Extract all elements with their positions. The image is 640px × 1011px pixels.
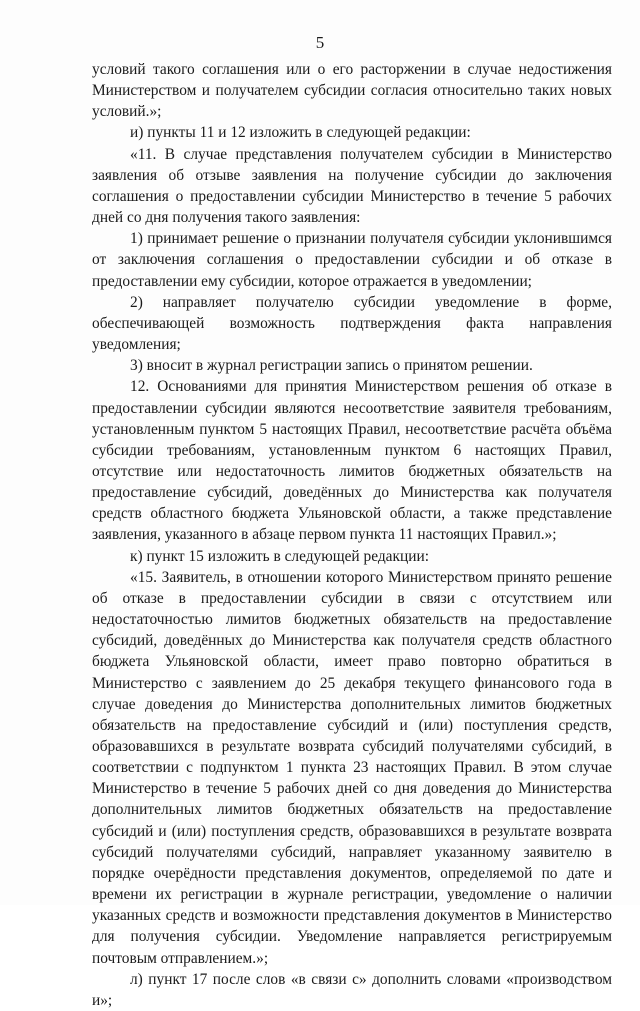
- paragraph-clause-11: «11. В случае представления получателем субсидии в Министерство заявления об отзыве заявления на получение субсидии до заключения соглашения о предоставлении субсидии Министерство в течение 5 рабочих дней со дня получения такого заявления:: [92, 145, 612, 227]
- paragraph-clause-12: 12. Основаниями для принятия Министерством решения об отказе в предоставлении субсидии являются несоответствие заявителя требованиям, установленным пунктом 5 настоящих Правил, несоответствие расчёта объёма субсидии требованиям, установленным пунктом 6 настоящих Правил, отсутствие или недостаточность лимитов бюджетных обязательств на предоставление субсидий, доведённых до Министерства как получателя средств областного бюджета Ульяновской области, а также представление заявления, указанного в абзаце первом пункта 11 настоящих Правил.»;: [92, 378, 612, 544]
- paragraph-clause-15: «15. Заявитель, в отношении которого Министерством принято решение об отказе в предоставлении субсидии в связи с отсутствием или недостаточностью лимитов бюджетных обязательств на предоставление субсидий, доведённых до Министерства как получателя средств областного бюджета Ульяновской области, имеет право повторно обратиться в Министерство с заявлением до 25 декабря текущего финансового года в случае доведения до Министерства дополнительных лимитов бюджетных обязательств на предоставление субсидий и (или) поступления средств, образовавшихся в результате возврата субсидий получателями субсидий, в соответствии с подпунктом 1 пункта 23 настоящих Правил. В этом случае Министерство в течение 5 рабочих дней со дня доведения до Министерства дополнительных лимитов бюджетных обязательств на предоставление субсидий и (или) поступления средств, образовавшихся в результате возврата субсидий получателями субсидий, направляет указанному заявителю в порядке очерёдности представления документов, определяемой по дате и времени их регистрации в журнале регистрации, уведомление о наличии указанных средств и возможности представления документов в Министерство для получения субсидии. Уведомление направляется регистрируемым почтовым отправлением.»;: [92, 568, 612, 967]
- paragraph-clause-11-item-2: 2) направляет получателю субсидии уведомление в форме, обеспечивающей возможность подтверждения факта направления уведомления;: [92, 293, 612, 354]
- paragraph-amendment-i: и) пункты 11 и 12 изложить в следующей редакции:: [130, 124, 471, 142]
- document-body: [92, 59, 612, 1011]
- page-number: 5: [315, 33, 325, 52]
- paragraph-clause-11-item-1: 1) принимает решение о признании получателя субсидии уклонившимся от заключения соглашения о предоставлении субсидии и об отказе в предоставлении ему субсидии, которое отражается в уведомлении;: [92, 230, 612, 290]
- paragraph-amendment-k: к) пункт 15 изложить в следующей редакции:: [130, 547, 429, 565]
- paragraph-amendment-l: л) пункт 17 после слов «в связи с» дополнить словами «производством и»;: [92, 970, 612, 1009]
- paragraph-continuation: условий такого соглашения или о его расторжении в случае недостижения Министерством и получателем субсидии согласия относительно таких новых условий.»;: [92, 61, 612, 121]
- paragraph-clause-11-item-3: 3) вносит в журнал регистрации запись о принятом решении.: [130, 357, 533, 375]
